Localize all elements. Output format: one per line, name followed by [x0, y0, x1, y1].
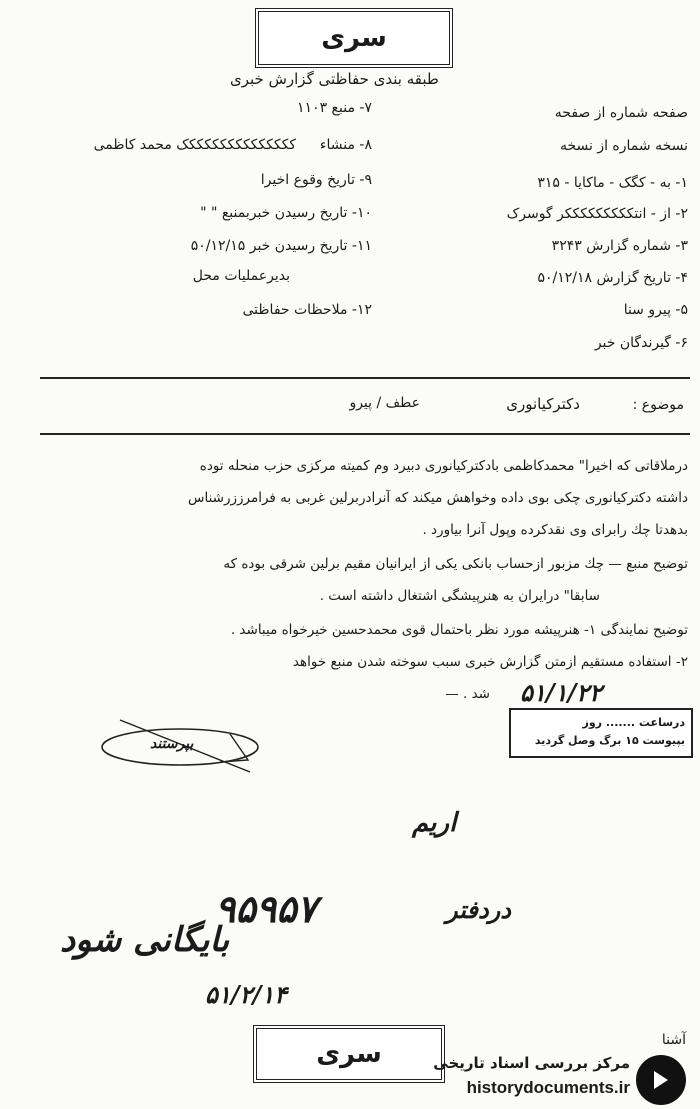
- archive-note: بایگانی شود: [60, 920, 230, 960]
- field-receive-note: بدیرعملیات محل: [192, 268, 290, 284]
- field-report-number: ۳- شماره گزارش ۳۲۴۳: [551, 238, 688, 254]
- reference-label: عطف / پیرو: [349, 395, 420, 411]
- body-line-7: ۲- استفاده مستقیم ازمتن گزارش خبری سبب سوخته شدن منبع خواهد: [292, 654, 688, 670]
- subject-value: دکترکیانوری: [506, 395, 580, 413]
- field-follow-up: ۵- پیرو سنا: [623, 302, 688, 318]
- field-from: ۲- از - انتکککککککککر گوسرک: [506, 206, 688, 222]
- field-receive-date: ۱۱- تاریخ رسیدن خبر ۵۰/۱۲/۱۵: [190, 238, 372, 254]
- field-copy-number: نسخه شماره از نسخه: [559, 138, 688, 154]
- classification-stamp-bottom: [253, 1025, 445, 1083]
- field-source: ۷- منبع ۱۱۰۳: [297, 100, 372, 116]
- receipt-line-2: بپیوست ۱۵ برگ وصل گردید: [534, 734, 685, 747]
- filing-label: دردفتر: [446, 895, 511, 924]
- handwritten-initial: اریم: [412, 808, 457, 838]
- receipt-line-1: درساعت ....... روز: [582, 716, 685, 729]
- body-line-8: شد . —: [445, 686, 490, 702]
- field-recipients: ۶- گیرندگان خبر: [594, 335, 688, 351]
- field-to: ۱- به - کگک - ماکایا - ۳۱۵: [537, 175, 688, 191]
- field-origin-label: ۸- منشاء: [319, 137, 372, 153]
- field-page-number: صفحه شماره از صفحه: [554, 105, 688, 121]
- field-source-receive-date: ۱۰- تاریخ رسیدن خبربمنبع " ": [200, 205, 372, 221]
- body-line-2: داشته دکترکیانوری چکی بوی داده وخواهش میکند که آنرادربرلین غربی به فرامرززرشناس: [188, 490, 688, 506]
- archive-logo-icon: [636, 1055, 686, 1105]
- subject-box: [40, 377, 690, 435]
- body-line-4: توضیح منبع — چك مزبور ازحساب بانکی یکی از ایرانیان مقیم برلین شرقی بوده که: [223, 556, 688, 572]
- form-title: طبقه بندی حفاظتی گزارش خبری: [230, 70, 439, 88]
- field-security-notes: ۱۲- ملاحظات حفاظتی: [242, 302, 372, 318]
- receipt-stamp: [509, 708, 693, 758]
- subject-label: موضوع :: [632, 397, 684, 413]
- classification-stamp-top: [255, 8, 453, 68]
- field-origin-value: ککککککککککککککک محمد کاظمی: [93, 137, 296, 153]
- stamp-text-bottom: سری: [316, 1039, 382, 1069]
- seen-note: آشنا: [661, 1032, 686, 1048]
- handwritten-date-top: ۵۱/۱/۲۲: [520, 678, 602, 707]
- field-report-date: ۴- تاریخ گزارش ۵۰/۱۲/۱۸: [537, 270, 688, 286]
- field-occurrence-date: ۹- تاریخ وقوع اخیرا: [260, 172, 372, 188]
- body-line-5: سابقا" درایران به هنرپیشگی اشتغال داشته است .: [319, 588, 600, 604]
- body-line-1: درملاقاتی که اخیرا" محمدکاظمی بادکترکیانوری دبیرد وم کمیته مرکزی حزب منحله توده: [199, 458, 688, 474]
- body-line-3: بدهدتا چك رابرای وی نقدکرده وپول آنرا بیاورد .: [422, 522, 688, 538]
- signature-text: بپرستند: [150, 736, 194, 752]
- handwritten-date-bottom: ۵۱/۲/۱۴: [205, 980, 287, 1009]
- watermark-site[interactable]: historydocuments.ir: [466, 1078, 630, 1097]
- body-line-6: توضیح نمایندگی ۱- هنرپیشه مورد نظر باحتمال قوی محمدحسین خیرخواه میباشد .: [230, 622, 688, 638]
- stamp-text-top: سری: [321, 23, 387, 53]
- filing-code: ۹۵۹۵۷: [215, 886, 318, 931]
- watermark-org: مرکز بررسی اسناد تاریخی: [433, 1054, 630, 1072]
